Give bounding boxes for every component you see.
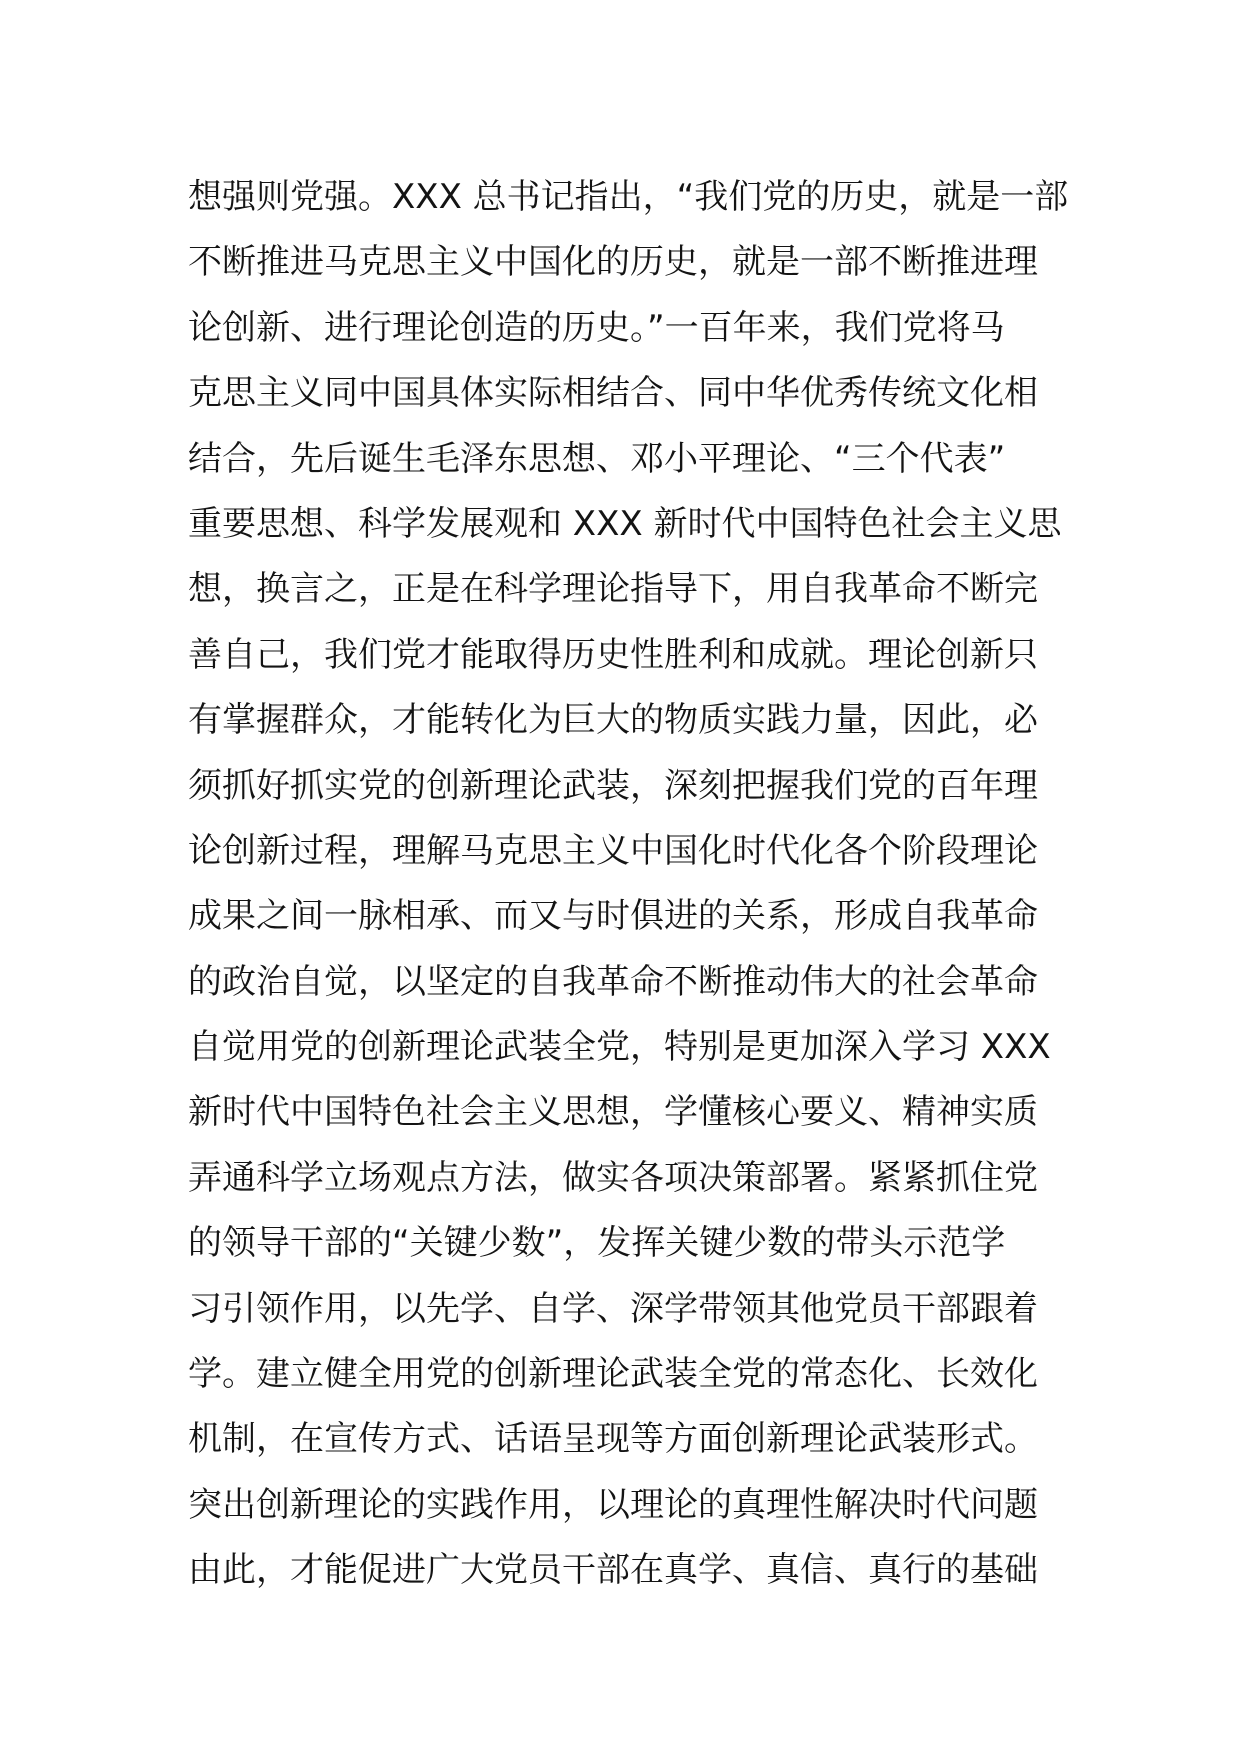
text-line: 由此，才能促进广大党员干部在真学、真信、真行的基础 [188,1550,1038,1591]
text-line: 论创新、进行理论创造的历史。”一百年来，我们党将马 [188,307,1005,348]
text-line: 论创新过程，理解马克思主义中国化时代化各个阶段理论 [188,830,1038,871]
body-text [188,165,1068,1604]
text-line: 想，换言之，正是在科学理论指导下，用自我革命不断完 [188,569,1038,610]
text-line: 克思主义同中国具体实际相结合、同中华优秀传统文化相 [188,373,1038,414]
text-line: 善自己，我们党才能取得历史性胜利和成就。理论创新只 [188,634,1038,675]
text-line: 突出创新理论的实践作用，以理论的真理性解决时代问题 [188,1484,1038,1525]
text-line: 的政治自觉，以坚定的自我革命不断推动伟大的社会革命 [188,961,1038,1002]
text-line: 不断推进马克思主义中国化的历史，就是一部不断推进理 [188,242,1038,283]
text-line: 机制，在宣传方式、话语呈现等方面创新理论武装形式。 [188,1419,1038,1460]
text-line: 想强则党强。XXX 总书记指出，“我们党的历史，就是一部 [188,177,1068,217]
text-line: 结合，先后诞生毛泽东思想、邓小平理论、“三个代表” [188,438,1006,479]
text-line: 重要思想、科学发展观和 XXX 新时代中国特色社会主义思 [188,503,1062,544]
text-line: 习引领作用，以先学、自学、深学带领其他党员干部跟着 [188,1288,1038,1329]
text-line: 成果之间一脉相承、而又与时俱进的关系，形成自我革命 [188,896,1038,937]
text-line: 学。建立健全用党的创新理论武装全党的常态化、长效化 [188,1354,1038,1395]
text-line: 弄通科学立场观点方法，做实各项决策部署。紧紧抓住党 [188,1157,1038,1198]
text-line: 有掌握群众，才能转化为巨大的物质实践力量，因此，必 [188,700,1038,741]
text-line: 自觉用党的创新理论武装全党，特别是更加深入学习 XXX [188,1027,1051,1068]
text-line: 须抓好抓实党的创新理论武装，深刻把握我们党的百年理 [188,765,1038,806]
text-line: 新时代中国特色社会主义思想，学懂核心要义、精神实质 [188,1092,1038,1133]
text-line: 的领导干部的“关键少数”，发挥关键少数的带头示范学 [188,1223,1006,1264]
